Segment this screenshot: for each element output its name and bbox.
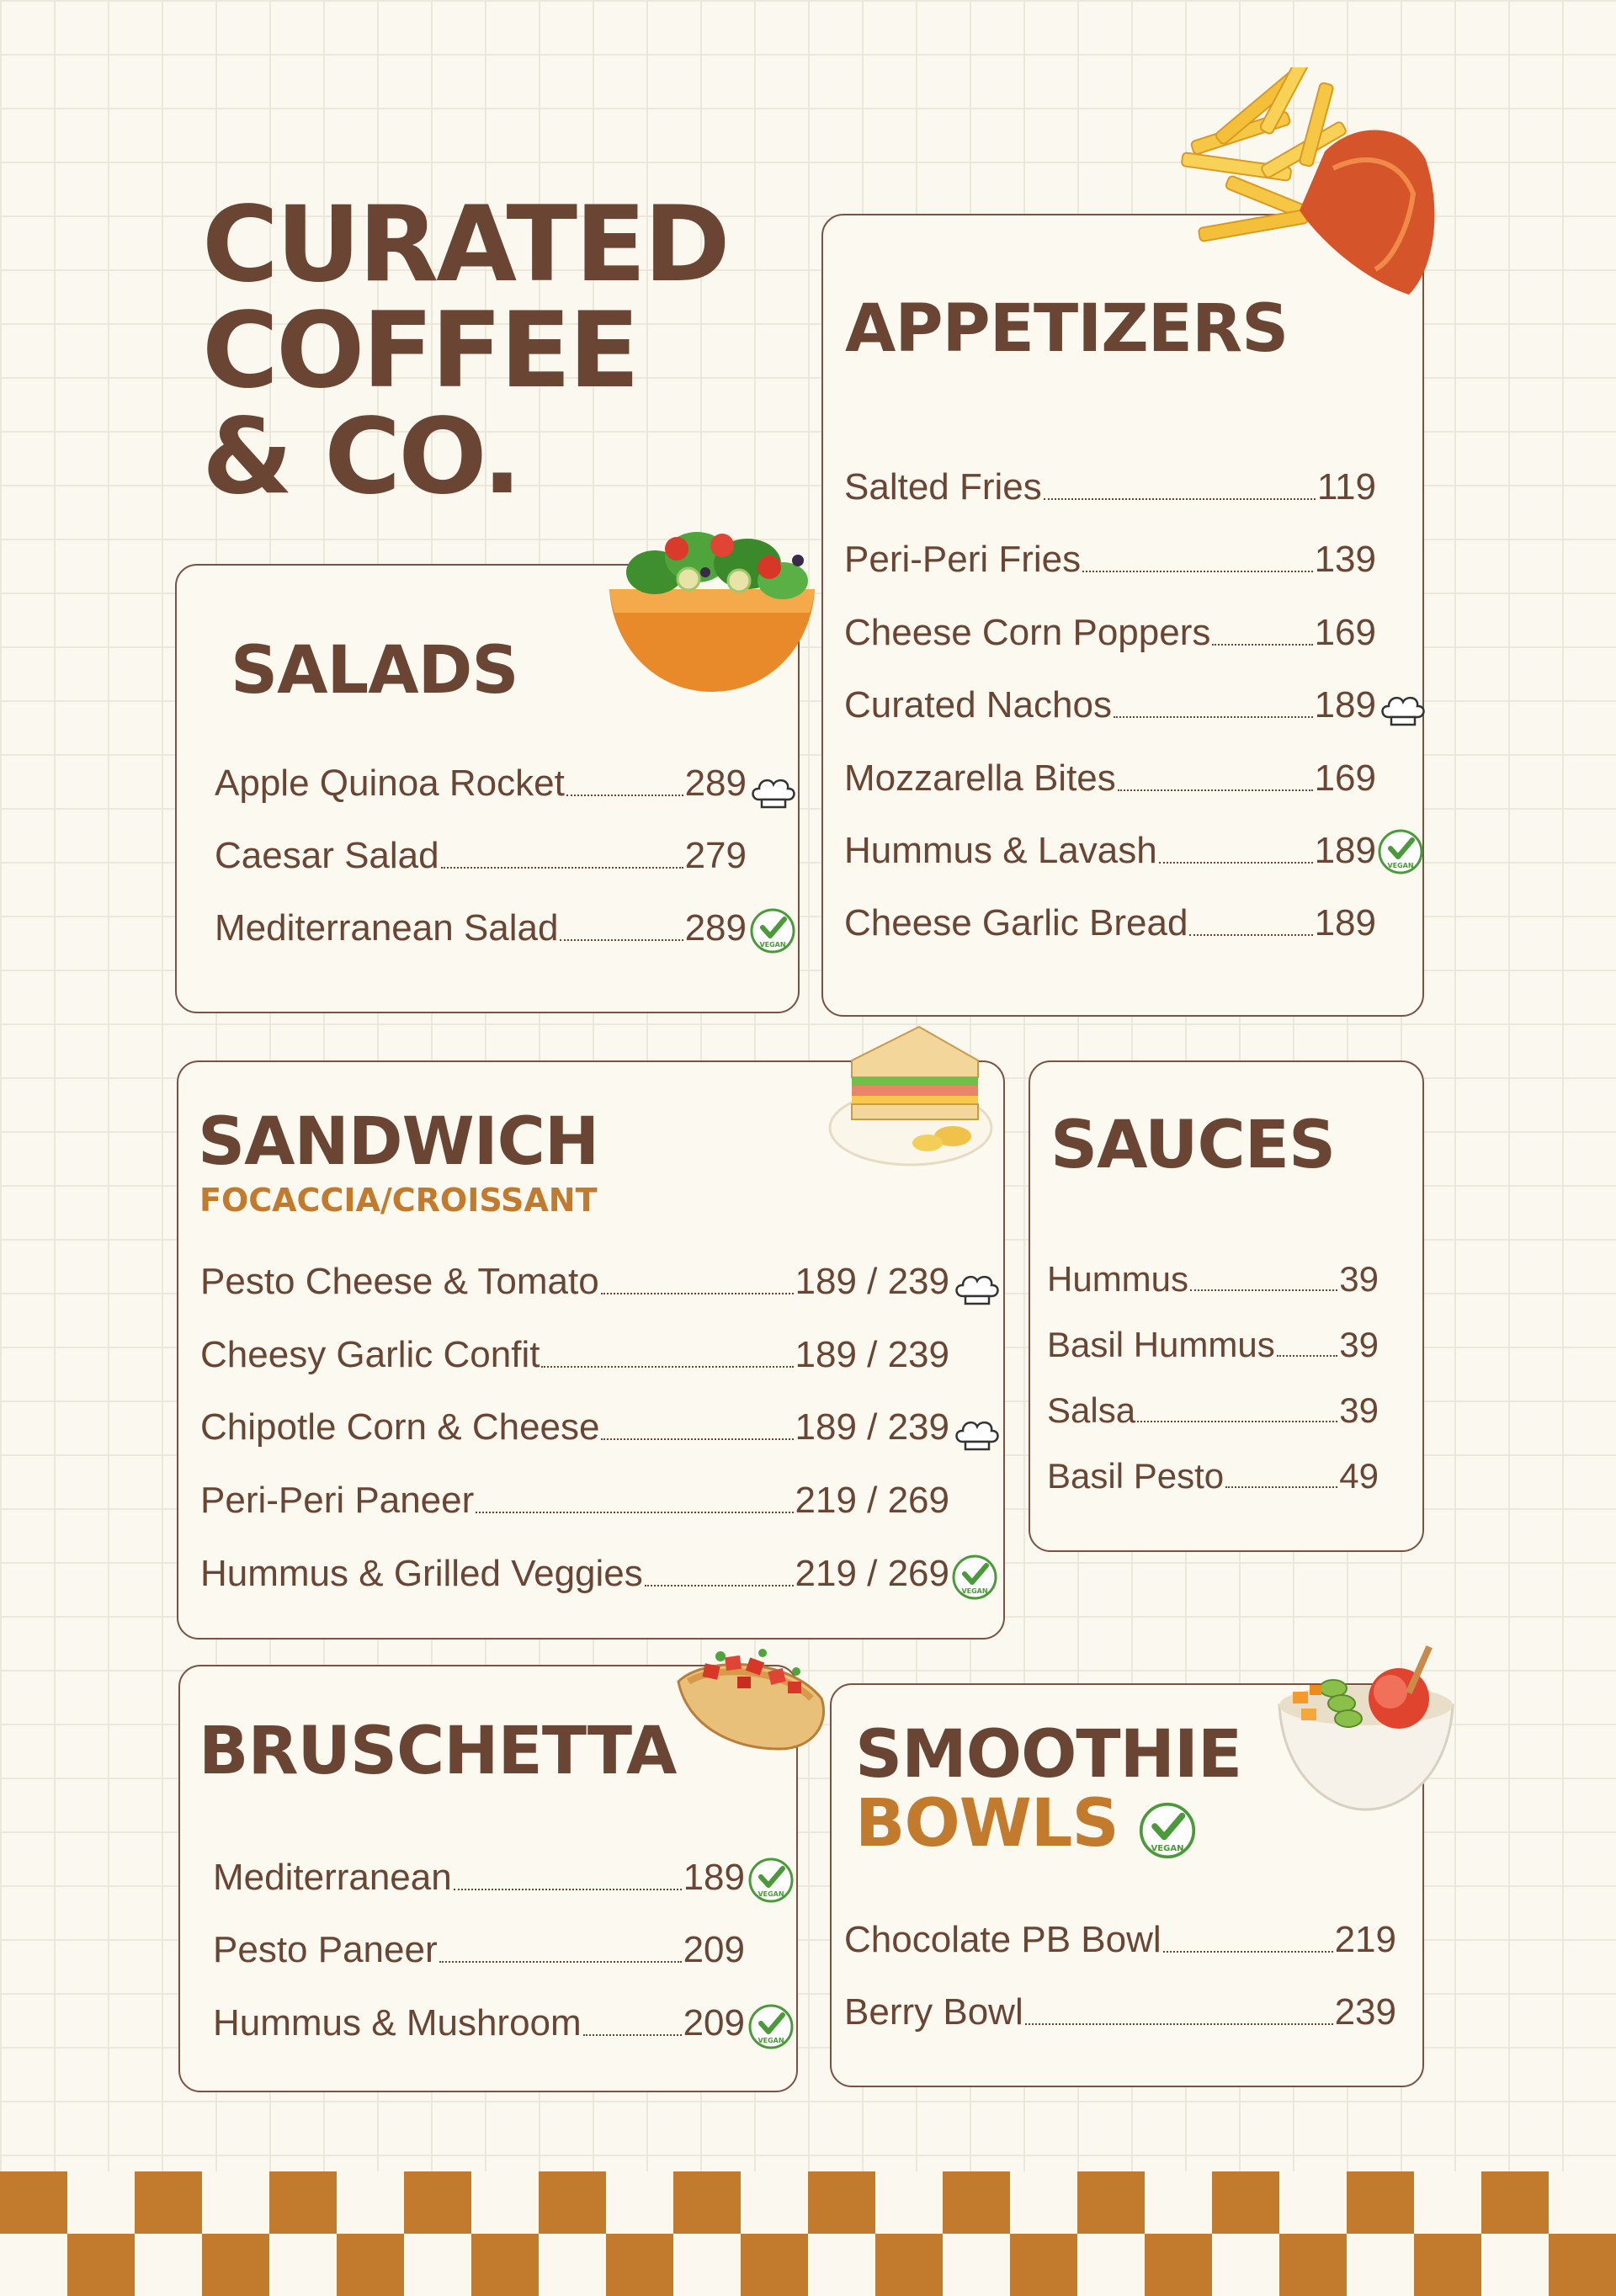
appetizers-title: APPETIZERS: [845, 291, 1289, 367]
item-name: Mozzarella Bites: [844, 757, 1116, 799]
leader-dots: [1189, 934, 1312, 936]
menu-item: [844, 1919, 1396, 1961]
item-name: Chipotle Corn & Cheese: [200, 1406, 600, 1448]
menu-item: [215, 835, 747, 877]
leader-dots: [645, 1585, 794, 1586]
vegan-label: VEGAN: [759, 941, 786, 949]
brand-line-2: COFFEE: [202, 290, 638, 412]
item-price: 169: [1314, 757, 1376, 799]
menu-item: [1047, 1456, 1379, 1496]
menu-item: [213, 2002, 745, 2044]
brand-title: [202, 184, 728, 518]
vegan-icon: [747, 1857, 795, 1904]
item-name: Caesar Salad: [215, 835, 439, 876]
smoothie-bowl-icon: [1273, 1636, 1459, 1816]
item-name: Hummus & Mushroom: [213, 2002, 582, 2044]
chef-hat-icon: [951, 1416, 1003, 1454]
leader-dots: [1025, 2023, 1333, 2025]
menu-item: [844, 539, 1376, 581]
item-price: 39: [1339, 1325, 1379, 1364]
item-price: 169: [1314, 612, 1376, 653]
menu-item: [1047, 1390, 1379, 1431]
item-price: 189 / 239: [795, 1406, 949, 1448]
item-name: Peri-Peri Fries: [844, 539, 1082, 580]
leader-dots: [601, 1438, 793, 1440]
vegan-label: VEGAN: [758, 1890, 784, 1898]
menu-item: [844, 1991, 1396, 2033]
bruschetta-icon: [670, 1623, 835, 1774]
menu-item: [200, 1406, 949, 1448]
leader-dots: [1044, 498, 1316, 500]
leader-dots: [454, 1889, 682, 1890]
item-name: Hummus: [1047, 1259, 1189, 1299]
menu-item: [844, 466, 1376, 508]
chef-hat-icon: [747, 774, 800, 811]
bruschetta-title: BRUSCHETTA: [199, 1714, 677, 1789]
item-name: Apple Quinoa Rocket: [215, 763, 565, 804]
menu-item: [215, 907, 747, 949]
item-name: Cheese Garlic Bread: [844, 902, 1188, 943]
vegan-label: VEGAN: [1151, 1843, 1184, 1853]
item-price: 239: [1334, 1991, 1396, 2033]
item-price: 189: [683, 1857, 745, 1898]
leader-dots: [441, 867, 683, 869]
item-name: Hummus & Lavash: [844, 830, 1157, 871]
sandwich-title: SANDWICH: [198, 1104, 599, 1180]
menu-item: [844, 684, 1376, 726]
brand-line-3: & CO.: [202, 396, 520, 518]
item-price: 289: [684, 763, 747, 804]
vegan-icon: [951, 1554, 998, 1601]
item-price: 189 / 239: [795, 1261, 949, 1302]
menu-item: [844, 902, 1376, 944]
brand-line-1: CURATED: [202, 184, 728, 306]
leader-dots: [1137, 1421, 1337, 1422]
item-price: 39: [1339, 1390, 1379, 1430]
checkered-border: [0, 2171, 1616, 2296]
item-price: 189 / 239: [795, 1334, 949, 1375]
item-name: Cheese Corn Poppers: [844, 612, 1211, 653]
leader-dots: [601, 1293, 794, 1294]
item-price: 209: [683, 2002, 745, 2044]
sandwich-subtitle: FOCACCIA/CROISSANT: [199, 1182, 598, 1219]
leader-dots: [1118, 789, 1313, 791]
menu-item: [215, 763, 747, 805]
chef-hat-icon: [1377, 692, 1429, 729]
vegan-label: VEGAN: [1387, 862, 1414, 869]
menu-item: [200, 1480, 949, 1522]
menu-item: [200, 1334, 949, 1376]
item-name: Pesto Paneer: [213, 1929, 438, 1970]
sauces-title: SAUCES: [1050, 1108, 1336, 1183]
item-name: Salted Fries: [844, 466, 1042, 508]
item-name: Salsa: [1047, 1390, 1136, 1430]
leader-dots: [566, 795, 683, 796]
menu-item: [844, 757, 1376, 800]
item-price: 189: [1314, 902, 1376, 943]
menu-item: [200, 1261, 949, 1303]
vegan-label: VEGAN: [758, 2037, 784, 2044]
menu-item: [1047, 1325, 1379, 1365]
leader-dots: [541, 1366, 793, 1368]
item-name: Hummus & Grilled Veggies: [200, 1553, 643, 1594]
item-price: 39: [1339, 1259, 1379, 1299]
leader-dots: [439, 1961, 682, 1963]
leader-dots: [1212, 644, 1312, 646]
leader-dots: [1277, 1355, 1338, 1357]
leader-dots: [1159, 862, 1313, 864]
item-price: 119: [1316, 466, 1376, 508]
sandwich-icon: [827, 1010, 995, 1170]
item-price: 289: [684, 907, 747, 949]
fries-icon: [1156, 67, 1451, 320]
item-name: Mediterranean: [213, 1857, 452, 1898]
vegan-icon: [749, 907, 796, 954]
item-name: Pesto Cheese & Tomato: [200, 1261, 599, 1302]
leader-dots: [1225, 1486, 1337, 1488]
item-name: Mediterranean Salad: [215, 907, 559, 949]
item-price: 219 / 269: [795, 1480, 949, 1521]
item-name: Cheesy Garlic Confit: [200, 1334, 540, 1375]
leader-dots: [583, 2034, 682, 2036]
leader-dots: [1114, 716, 1313, 718]
vegan-icon: [1138, 1801, 1197, 1860]
item-price: 189: [1314, 684, 1376, 725]
menu-item: [844, 830, 1376, 872]
item-name: Curated Nachos: [844, 684, 1112, 725]
item-name: Chocolate PB Bowl: [844, 1919, 1162, 1960]
salad-bowl-icon: [604, 520, 820, 697]
vegan-icon: [1377, 828, 1424, 875]
vegan-icon: [747, 2003, 795, 2050]
smoothie-title-line-1: SMOOTHIE: [855, 1717, 1242, 1793]
leader-dots: [476, 1512, 793, 1513]
item-name: Basil Hummus: [1047, 1325, 1275, 1364]
item-price: 139: [1314, 539, 1376, 580]
menu-item: [844, 612, 1376, 654]
leader-dots: [560, 939, 683, 941]
menu-item: [200, 1553, 949, 1595]
menu-item: [1047, 1259, 1379, 1299]
item-price: 189: [1314, 830, 1376, 871]
chef-hat-icon: [951, 1271, 1003, 1308]
item-price: 219: [1334, 1919, 1396, 1960]
menu-item: [213, 1929, 745, 1971]
item-name: Peri-Peri Paneer: [200, 1480, 475, 1521]
menu-item: [213, 1857, 745, 1899]
item-price: 209: [683, 1929, 745, 1970]
item-name: Berry Bowl: [844, 1991, 1023, 2033]
leader-dots: [1163, 1951, 1333, 1953]
vegan-label: VEGAN: [961, 1587, 988, 1595]
item-price: 219 / 269: [795, 1553, 949, 1594]
item-name: Basil Pesto: [1047, 1456, 1225, 1496]
item-price: 279: [684, 835, 747, 876]
leader-dots: [1190, 1289, 1337, 1291]
leader-dots: [1082, 571, 1312, 572]
salads-title: SALADS: [231, 633, 518, 709]
item-price: 49: [1339, 1456, 1379, 1496]
smoothie-title-line-2: BOWLS: [855, 1786, 1119, 1862]
